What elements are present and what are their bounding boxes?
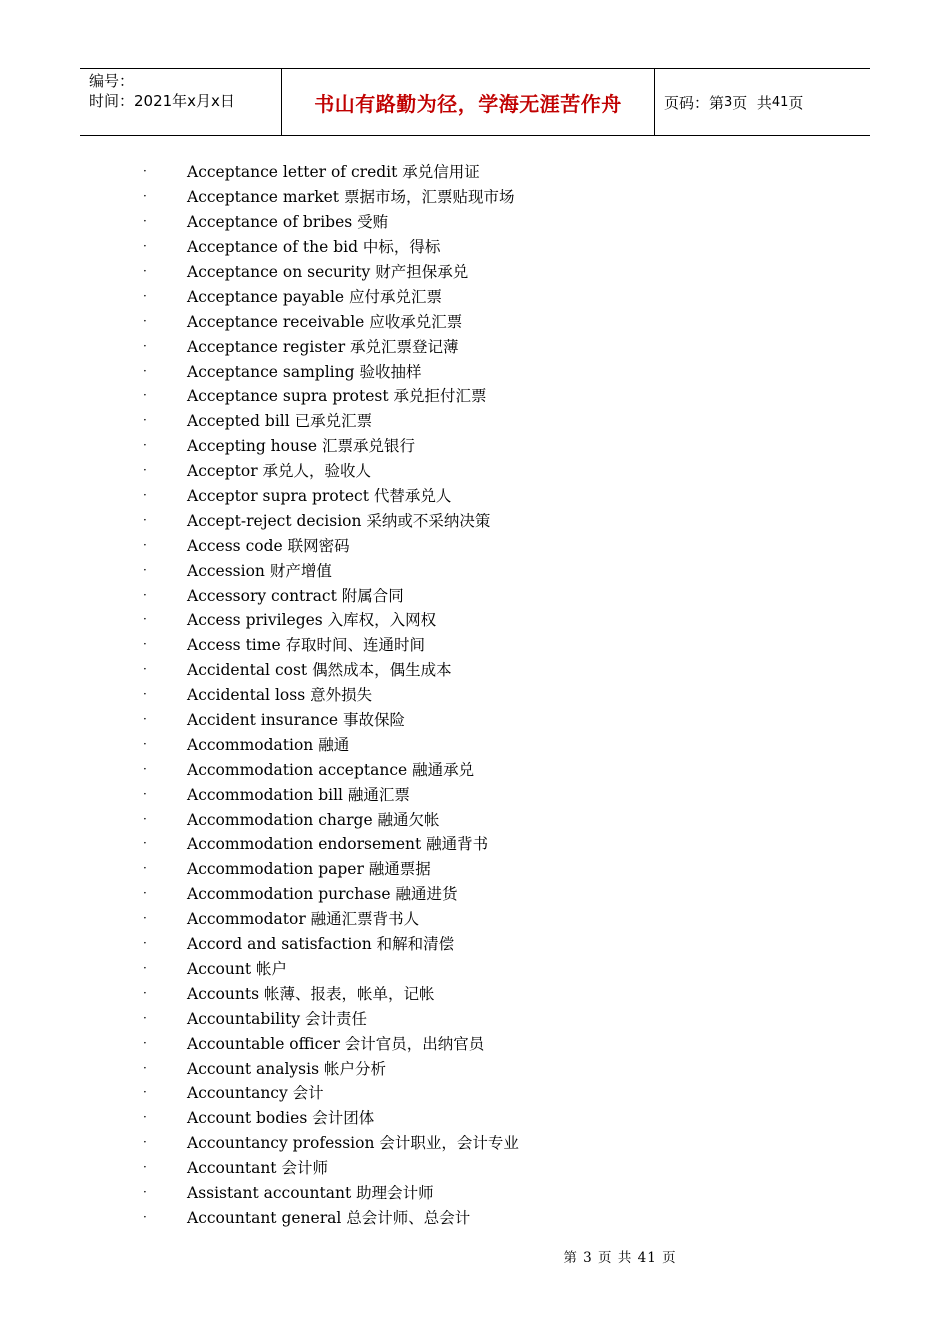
page-footer: 第 3 页 共 41 页 <box>563 1250 677 1266</box>
entry-text: Acceptance sampling 验收抽样 <box>187 362 422 381</box>
entry-text: Acceptance market 票据市场，汇票贴现市场 <box>187 188 515 207</box>
bullet-icon: · <box>143 1035 147 1050</box>
list-item <box>140 483 840 508</box>
bullet-icon: · <box>143 911 147 926</box>
bullet-icon: · <box>143 239 147 254</box>
list-item <box>140 283 840 308</box>
bullet-icon: · <box>143 587 147 602</box>
bullet-icon: · <box>143 463 147 478</box>
list-item <box>140 333 840 358</box>
bullet-icon: · <box>143 786 147 801</box>
bullet-icon: · <box>143 712 147 727</box>
list-item <box>140 1030 840 1055</box>
list-item <box>140 433 840 458</box>
list-item <box>140 1130 840 1155</box>
entry-text: Accommodation charge 融通欠帐 <box>187 810 440 829</box>
page-prefix: 页码：第 <box>664 93 725 112</box>
entry-text: Accommodation purchase 融通进货 <box>187 885 458 904</box>
bullet-icon: · <box>143 189 147 204</box>
bullet-icon: · <box>143 164 147 179</box>
list-item <box>140 1204 840 1229</box>
entry-text: Accommodation endorsement 融通背书 <box>187 835 489 854</box>
bullet-icon: · <box>143 1160 147 1175</box>
list-item <box>140 756 840 781</box>
list-item <box>140 159 840 184</box>
entry-text: Accountancy profession 会计职业，会计专业 <box>187 1134 519 1153</box>
page-mid: 页 共 <box>732 93 772 112</box>
entry-text: Accountability 会计责任 <box>187 1009 368 1028</box>
bullet-icon: · <box>143 1010 147 1025</box>
bullet-icon: · <box>143 512 147 527</box>
entry-text: Account analysis 帐户分析 <box>187 1059 386 1078</box>
entry-text: Acceptance register 承兑汇票登记薄 <box>187 337 459 356</box>
list-item <box>140 1080 840 1105</box>
page-suffix: 页 <box>788 93 804 112</box>
entry-text: Accounts 帐薄、报表，帐单，记帐 <box>187 984 435 1003</box>
bullet-icon: · <box>143 761 147 776</box>
list-item <box>140 458 840 483</box>
list-item <box>140 931 840 956</box>
bullet-icon: · <box>143 861 147 876</box>
entry-text: Accommodator 融通汇票背书人 <box>187 910 420 929</box>
list-item <box>140 956 840 981</box>
list-item <box>140 881 840 906</box>
list-item <box>140 980 840 1005</box>
bullet-icon: · <box>143 388 147 403</box>
entry-text: Acceptance of bribes 受贿 <box>187 213 389 232</box>
bullet-icon: · <box>143 214 147 229</box>
entry-text: Acceptor 承兑人，验收人 <box>187 462 372 481</box>
list-item <box>140 731 840 756</box>
bullet-icon: · <box>143 960 147 975</box>
bullet-icon: · <box>143 338 147 353</box>
list-item <box>140 632 840 657</box>
number-label: 编号： <box>89 72 135 90</box>
bullet-icon: · <box>143 1060 147 1075</box>
entry-text: Acceptor supra protect 代替承兑人 <box>187 487 452 506</box>
entry-text: Acceptance supra protest 承兑拒付汇票 <box>187 387 487 406</box>
entry-text: Account 帐户 <box>187 959 288 978</box>
list-item <box>140 1180 840 1205</box>
list-item <box>140 707 840 732</box>
list-item <box>140 507 840 532</box>
entry-text: Account bodies 会计团体 <box>187 1109 375 1128</box>
list-item <box>140 358 840 383</box>
list-item <box>140 582 840 607</box>
list-item <box>140 682 840 707</box>
entry-text: Assistant accountant 助理会计师 <box>187 1183 434 1202</box>
entry-text: Access code 联网密码 <box>187 536 350 555</box>
list-item <box>140 184 840 209</box>
bullet-icon: · <box>143 562 147 577</box>
bullet-icon: · <box>143 264 147 278</box>
list-item <box>140 259 840 284</box>
list-item <box>140 209 840 234</box>
list-item <box>140 308 840 333</box>
list-item <box>140 1105 840 1130</box>
entry-text: Acceptance on security 财产担保承兑 <box>187 263 469 281</box>
page-current: 3 <box>724 94 733 110</box>
page-total: 41 <box>771 94 789 110</box>
bullet-icon: · <box>143 488 147 503</box>
date-label: 时间：2021年x月x日 <box>89 92 235 110</box>
entry-text: Acceptance receivable 应收承兑汇票 <box>187 312 463 331</box>
bullet-icon: · <box>143 363 147 378</box>
bullet-icon: · <box>143 1209 147 1224</box>
entry-text: Acceptance letter of credit 承兑信用证 <box>187 163 480 182</box>
list-item <box>140 806 840 831</box>
list-item <box>140 1005 840 1030</box>
list-item <box>140 657 840 682</box>
bullet-icon: · <box>143 313 147 328</box>
header-meta <box>80 69 282 135</box>
bullet-icon: · <box>143 537 147 552</box>
bullet-icon: · <box>143 811 147 826</box>
list-item <box>140 408 840 433</box>
entry-text: Accountant general 总会计师、总会计 <box>187 1208 471 1227</box>
list-item <box>140 532 840 557</box>
entry-text: Accident insurance 事故保险 <box>187 711 406 730</box>
entry-text: Accountancy 会计 <box>187 1084 324 1103</box>
bullet-icon: · <box>143 1135 147 1150</box>
bullet-icon: · <box>143 886 147 901</box>
entry-text: Accepted bill 已承兑汇票 <box>187 412 373 431</box>
bullet-icon: · <box>143 1184 147 1199</box>
entry-text: Access privileges 入库权，入网权 <box>187 611 437 630</box>
list-item <box>140 856 840 881</box>
entry-text: Accord and satisfaction 和解和清偿 <box>187 935 455 954</box>
entry-text: Access time 存取时间、连通时间 <box>187 636 426 655</box>
entry-text: Accommodation paper 融通票据 <box>187 860 431 879</box>
entry-text: Accommodation bill 融通汇票 <box>187 785 410 804</box>
bullet-icon: · <box>143 1110 147 1125</box>
bullet-icon: · <box>143 936 147 951</box>
bullet-icon: · <box>143 736 147 751</box>
page-header <box>80 68 870 136</box>
entry-text: Acceptance of the bid 中标，得标 <box>187 238 441 257</box>
entry-text: Accommodation 融通 <box>187 735 350 754</box>
list-item <box>140 906 840 931</box>
header-page-info <box>655 69 870 135</box>
bullet-icon: · <box>143 985 147 1000</box>
entry-text: Accountable officer 会计官员，出纳官员 <box>187 1034 485 1053</box>
entry-text: Accidental cost 偶然成本，偶生成本 <box>187 661 452 680</box>
bullet-icon: · <box>143 687 147 702</box>
entry-text: Accessory contract 附属合同 <box>187 586 404 605</box>
list-item <box>140 383 840 408</box>
list-item <box>140 234 840 259</box>
list-item <box>140 781 840 806</box>
header-slogan: 书山有路勤为径，学海无涯苦作舟 <box>282 69 655 135</box>
bullet-icon: · <box>143 288 147 303</box>
list-item <box>140 557 840 582</box>
bullet-icon: · <box>143 637 147 652</box>
list-item <box>140 1055 840 1080</box>
list-item <box>140 831 840 856</box>
bullet-icon: · <box>143 662 147 677</box>
list-item <box>140 1155 840 1180</box>
bullet-icon: · <box>143 413 147 428</box>
entry-text: Accidental loss 意外损失 <box>187 686 373 705</box>
bullet-icon: · <box>143 438 147 453</box>
list-item <box>140 607 840 632</box>
bullet-icon: · <box>143 612 147 627</box>
glossary-list <box>140 159 840 1229</box>
bullet-icon: · <box>143 836 147 851</box>
entry-text: Accommodation acceptance 融通承兑 <box>187 760 475 779</box>
entry-text: Accession 财产增值 <box>187 561 332 580</box>
entry-text: Accept-reject decision 采纳或不采纳决策 <box>187 511 491 530</box>
entry-text: Accountant 会计师 <box>187 1159 328 1178</box>
entry-text: Accepting house 汇票承兑银行 <box>187 437 416 456</box>
bullet-icon: · <box>143 1085 147 1100</box>
entry-text: Acceptance payable 应付承兑汇票 <box>187 287 443 306</box>
